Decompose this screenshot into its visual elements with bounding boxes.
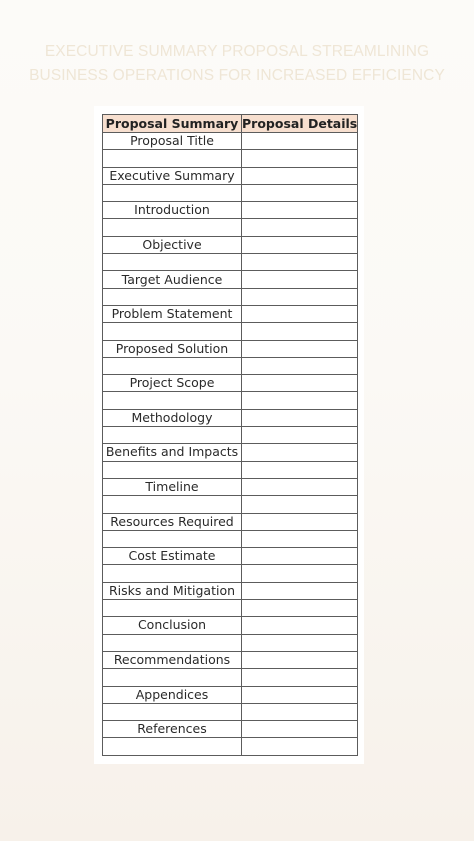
table-row: [103, 236, 358, 253]
table-row: [103, 651, 358, 668]
empty-cell[interactable]: [103, 600, 242, 617]
empty-cell[interactable]: [242, 530, 358, 547]
row-detail-cell[interactable]: [242, 548, 358, 565]
empty-cell[interactable]: [103, 184, 242, 201]
empty-cell[interactable]: [103, 427, 242, 444]
empty-cell[interactable]: [103, 392, 242, 409]
empty-cell[interactable]: [242, 738, 358, 755]
table-row: [103, 375, 358, 392]
table-row: [103, 686, 358, 703]
row-detail-cell[interactable]: [242, 513, 358, 530]
table-spacer-row: [103, 254, 358, 271]
row-label: References: [103, 721, 242, 738]
table-row: [103, 202, 358, 219]
table-body: [103, 133, 358, 756]
table-row: [103, 305, 358, 322]
empty-cell[interactable]: [242, 600, 358, 617]
empty-cell[interactable]: [242, 634, 358, 651]
table-row: [103, 548, 358, 565]
row-detail-cell[interactable]: [242, 444, 358, 461]
header-proposal-details: Proposal Details: [242, 115, 358, 131]
table-spacer-row: [103, 219, 358, 236]
table-spacer-row: [103, 392, 358, 409]
empty-cell[interactable]: [242, 288, 358, 305]
row-label: Introduction: [103, 202, 242, 219]
row-detail-cell[interactable]: [242, 582, 358, 599]
table-row: [103, 478, 358, 495]
table-spacer-row: [103, 150, 358, 167]
document-title-line-1: EXECUTIVE SUMMARY PROPOSAL STREAMLINING: [44, 43, 430, 60]
empty-cell[interactable]: [103, 219, 242, 236]
table-row: [103, 617, 358, 634]
table-spacer-row: [103, 461, 358, 478]
empty-cell[interactable]: [242, 392, 358, 409]
empty-cell[interactable]: [103, 323, 242, 340]
row-label: Risks and Mitigation: [103, 582, 242, 599]
row-label: Methodology: [103, 409, 242, 426]
empty-cell[interactable]: [242, 357, 358, 374]
empty-cell[interactable]: [103, 288, 242, 305]
empty-cell[interactable]: [242, 703, 358, 720]
row-label: Executive Summary: [103, 167, 242, 184]
table-header-row: [103, 115, 358, 133]
row-detail-cell[interactable]: [242, 236, 358, 253]
row-label: Problem Statement: [103, 305, 242, 322]
document-title: [20, 40, 454, 88]
table-spacer-row: [103, 427, 358, 444]
empty-cell[interactable]: [103, 703, 242, 720]
empty-cell[interactable]: [242, 184, 358, 201]
empty-cell[interactable]: [242, 323, 358, 340]
empty-cell[interactable]: [103, 530, 242, 547]
document-title-line-2: BUSINESS OPERATIONS FOR INCREASED EFFICIENCY: [29, 67, 445, 84]
row-label: Target Audience: [103, 271, 242, 288]
row-label: Cost Estimate: [103, 548, 242, 565]
empty-cell[interactable]: [242, 427, 358, 444]
row-detail-cell[interactable]: [242, 271, 358, 288]
row-label: Proposal Title: [103, 133, 242, 150]
table-row: [103, 444, 358, 461]
empty-cell[interactable]: [103, 496, 242, 513]
empty-cell[interactable]: [242, 461, 358, 478]
row-detail-cell[interactable]: [242, 617, 358, 634]
row-label: Recommendations: [103, 651, 242, 668]
table-spacer-row: [103, 738, 358, 755]
empty-cell[interactable]: [103, 461, 242, 478]
table-row: [103, 721, 358, 738]
table-row: [103, 582, 358, 599]
table-row: [103, 340, 358, 357]
row-label: Proposed Solution: [103, 340, 242, 357]
row-detail-cell[interactable]: [242, 686, 358, 703]
table-row: [103, 133, 358, 150]
table-spacer-row: [103, 357, 358, 374]
row-detail-cell[interactable]: [242, 305, 358, 322]
empty-cell[interactable]: [242, 669, 358, 686]
empty-cell[interactable]: [103, 738, 242, 755]
row-detail-cell[interactable]: [242, 133, 358, 150]
header-proposal-summary: Proposal Summary: [103, 115, 242, 133]
empty-cell[interactable]: [242, 496, 358, 513]
empty-cell[interactable]: [103, 634, 242, 651]
table-row: [103, 513, 358, 530]
row-detail-cell[interactable]: [242, 409, 358, 426]
empty-cell[interactable]: [242, 150, 358, 167]
empty-cell[interactable]: [103, 565, 242, 582]
table-spacer-row: [103, 565, 358, 582]
table-row: [103, 271, 358, 288]
empty-cell[interactable]: [103, 150, 242, 167]
table-spacer-row: [103, 669, 358, 686]
table-spacer-row: [103, 323, 358, 340]
row-detail-cell[interactable]: [242, 202, 358, 219]
empty-cell[interactable]: [242, 565, 358, 582]
table-spacer-row: [103, 496, 358, 513]
table-spacer-row: [103, 634, 358, 651]
table-row: [103, 409, 358, 426]
empty-cell[interactable]: [242, 219, 358, 236]
row-label: Timeline: [103, 478, 242, 495]
row-detail-cell[interactable]: [242, 651, 358, 668]
row-detail-cell[interactable]: [242, 375, 358, 392]
row-detail-cell[interactable]: [242, 340, 358, 357]
table-spacer-row: [103, 600, 358, 617]
table-spacer-row: [103, 184, 358, 201]
row-detail-cell[interactable]: [242, 478, 358, 495]
row-label: Benefits and Impacts: [103, 444, 242, 461]
table-spacer-row: [103, 703, 358, 720]
empty-cell[interactable]: [103, 357, 242, 374]
row-detail-cell[interactable]: [242, 167, 358, 184]
empty-cell[interactable]: [103, 254, 242, 271]
proposal-table: [102, 114, 358, 756]
row-label: Appendices: [103, 686, 242, 703]
row-detail-cell[interactable]: [242, 721, 358, 738]
empty-cell[interactable]: [242, 254, 358, 271]
row-label: Project Scope: [103, 375, 242, 392]
table-spacer-row: [103, 530, 358, 547]
row-label: Resources Required: [103, 513, 242, 530]
empty-cell[interactable]: [103, 669, 242, 686]
row-label: Objective: [103, 236, 242, 253]
table-spacer-row: [103, 288, 358, 305]
row-label: Conclusion: [103, 617, 242, 634]
table-row: [103, 167, 358, 184]
